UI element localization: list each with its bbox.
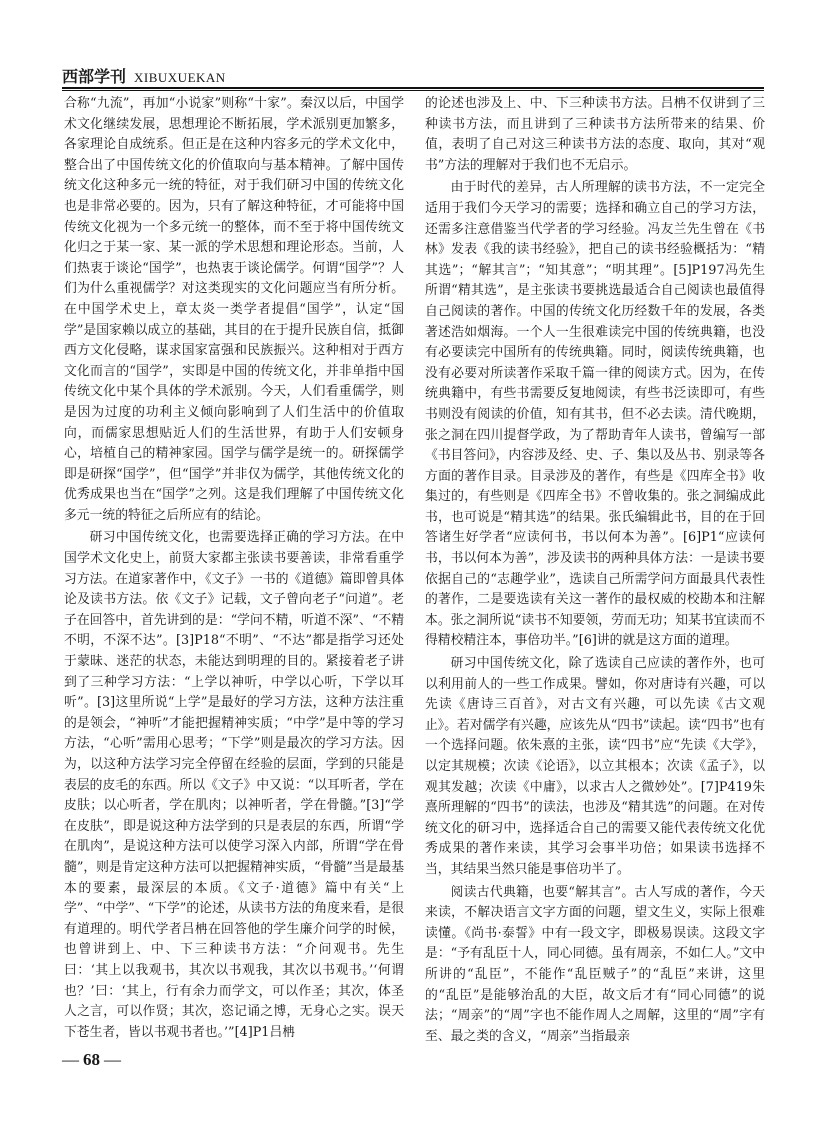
paragraph: 合称“九流”，再加“小说家”则称“十家”。秦汉以后，中国学术文化继续发展，思想理论不断拓展，学术派别更加繁多，各家理论自成统系。但正是在这种内容多元的学术文化中，整合出了中国传统文化的价值取向与基本精神。了解中国传统文化这种多元一统的特征，对于我们研习中国的传统文化也是非常必要的。因为，只有了解这种特征，才可能将中国传统文化视为一个多元统一的整体，而不至于将中国传统文化归之于某一家、某一派的学术思想和理论形态。当前，人们热衷于谈论“国学”，也热衷于谈论儒学。何谓“国学”？人们为什么重视儒学？对这类现实的文化问题应当有所分析。在中国学术史上，章太炎一类学者提倡“国学”，认定“国学”是国家赖以成立的基础，其目的在于提升民族自信，抵御西方文化侵略，谋求国家富强和民族振兴。这种相对于西方文化而言的“国学”，实即是中国的传统文化，并非单指中国传统文化中某个具体的学术派别。今天，人们看重儒学，则是因为过度的功利主义倾向影响到了人们生活中的价值取向，而儒家思想贴近人们的生活世界，有助于人们安顿身心，培植自己的精神家园。国学与儒学是统一的。研探儒学即是研探“国学”，但“国学”并非仅为儒学，其他传统文化的优秀成果也当在“国学”之列。这是我们理解了中国传统文化多元一统的特征之后所应有的结论。 xyxy=(64,96,404,523)
paragraph: 的论述也涉及上、中、下三种读书方法。吕柟不仅讲到了三种读书方法，而且讲到了三种读书方法所带来的结果、价值，表明了自己对这三种读书方法的态度、取向，其对“观书”方法的理解对于我们也不无启示。 xyxy=(425,96,765,173)
running-header xyxy=(62,64,762,86)
paragraph: 由于时代的差异，古人所理解的读书方法，不一定完全适用于我们今天学习的需要；选择和确立自己的学习方法，还需多注意借鉴当代学者的学习经验。冯友兰先生曾在《书林》发表《我的读书经验》，把自己的读书经验概括为：“精其选”；“解其言”；“知其意”；“明其理”。[5]P197冯先生所谓“精其选”，是主张读书要挑选最适合自己阅读也最值得自己阅读的著作。中国的传统文化历经数千年的发展，各类著述浩如烟海。一个人一生很难读完中国的传统典籍，也没有必要读完中国所有的传统典籍。同时，阅读传统典籍，也没有必要对所读著作采取千篇一律的阅读方式。因为，在传统典籍中，有些书需要反复地阅读，有些书泛读即可，有些书则没有阅读的价值，知有其书，但不必去读。清代晚期，张之洞在四川提督学政，为了帮助青年人读书，曾编写一部《书目答问》，内容涉及经、史、子、集以及丛书、别录等各方面的著作目录。目录涉及的著作，有些是《四库全书》收集过的，有些则是《四库全书》不曾收集的。张之洞编成此书，也可说是“精其选”的结果。张氏编辑此书，目的在于回答诸生好学者“应读何书，书以何本为善”。[6]P1“应读何书，书以何本为善”，涉及读书的两种具体方法：一是读书要依据自己的“志趣学业”，选读自己所需学问方面最具代表性的著作，二是要选读有关这一著作的最权威的校勘本和注解本。张之洞所说“读书不知要领，劳而无功；知某书宜读而不得精校精注本，事倍功半。”[6]讲的就是这方面的道理。 xyxy=(425,180,765,649)
left-column xyxy=(64,94,404,1040)
page-dash-right: — xyxy=(104,1050,121,1069)
journal-name-en: XIBUXUEKAN xyxy=(134,70,226,85)
paragraph: 研习中国传统文化，也需要选择正确的学习方法。在中国学术文化史上，前贤大家都主张读书要善读，非常看重学习方法。在道家著作中，《文子》一书的《道德》篇即曾具体论及读书方法。依《文子》记载，文子曾向老子“问道”。老子在回答中，首先讲到的是：“学问不精，听道不深”、“不精不明，不深不达”。[3]P18“不明”、“不达”都是指学习还处于蒙昧、迷茫的状态，未能达到明理的目的。紧接着老子讲到了三种学习方法：“上学以神听，中学以心听，下学以耳听”。[3]这里所说“上学”是最好的学习方法，这种方法注重的是领会，“神听”才能把握精神实质；“中学”是中等的学习方法，“心听”需用心思考；“下学”则是最次的学习方法。因为，以这种方法学习完全停留在经验的层面，学到的只能是表层的皮毛的东西。所以《文子》中又说：“以耳听者，学在皮肤；以心听者，学在肌肉；以神听者，学在骨髓。”[3]“学在皮肤”，即是说这种方法学到的只是表层的东西，所谓“学在肌肉”，是说这种方法可以使学习深入内部，所谓“学在骨髓”，则是肯定这种方法可以把握精神实质，“骨髓”当是最基本的要素，最深层的本质。《文子·道德》篇中有关“上学”、“中学”、“下学”的论述，从读书方法的角度来看，是很有道理的。明代学者吕柟在回答他的学生廉介问学的时候，也曾讲到上、中、下三种读书方法：“介问观书。先生曰：‘其上以我观书，其次以书观我，其次以书观书。’‘何谓也？’曰：‘其上，行有余力而学文，可以作圣；其次，体圣人之言，可以作贤；其次，恣记诵之博，无身心之实。误天下苍生者，皆以书观书者也。’”[4]P1吕柟 xyxy=(64,530,404,1040)
header-rule-thin xyxy=(62,90,764,91)
paragraph: 阅读古代典籍，也要“解其言”。古人写成的著作，今天来读，不解决语言文字方面的问题，望文生义，实际上很难读懂。《尚书·泰誓》中有一段文字，即极易误读。这段文字是：“予有乱臣十人，同心同德。虽有周亲，不如仁人。”文中所讲的“乱臣”，不能作“乱臣贼子”的“乱臣”来讲，这里的“乱臣”是能够治乱的大臣，故文后才有“同心同德”的说法；“周亲”的“周”字也不能作周人之周解，这里的“周”字有至、最之类的含义，“周亲”当指最亲 xyxy=(425,884,765,1044)
journal-name-cn: 西部学刊 xyxy=(62,67,127,86)
paragraph: 研习中国传统文化，除了选读自己应读的著作外，也可以利用前人的一些工作成果。譬如，你对唐诗有兴趣，可以先读《唐诗三百首》，对古文有兴趣，可以先读《古文观止》。若对儒学有兴趣，应该先从“四书”读起。读“四书”也有一个选择问题。依朱熹的主张，读“四书”应“先读《大学》，以定其规模；次读《论语》，以立其根本；次读《孟子》，以观其发越；次读《中庸》，以求古人之微妙处”。[7]P419朱熹所理解的“四书”的读法，也涉及“精其选”的问题。在对传统文化的研习中，选择适合自己的需要又能代表传统文化优秀成果的著作来读，其学习会事半功倍；如果读书选择不当，其结果当然只能是事倍功半了。 xyxy=(425,656,765,877)
page-dash-left: — xyxy=(62,1050,79,1069)
header-rule-thick xyxy=(62,87,764,89)
right-column xyxy=(425,94,765,1044)
page-number: 68 xyxy=(83,1050,100,1069)
page-footer xyxy=(62,1048,121,1072)
